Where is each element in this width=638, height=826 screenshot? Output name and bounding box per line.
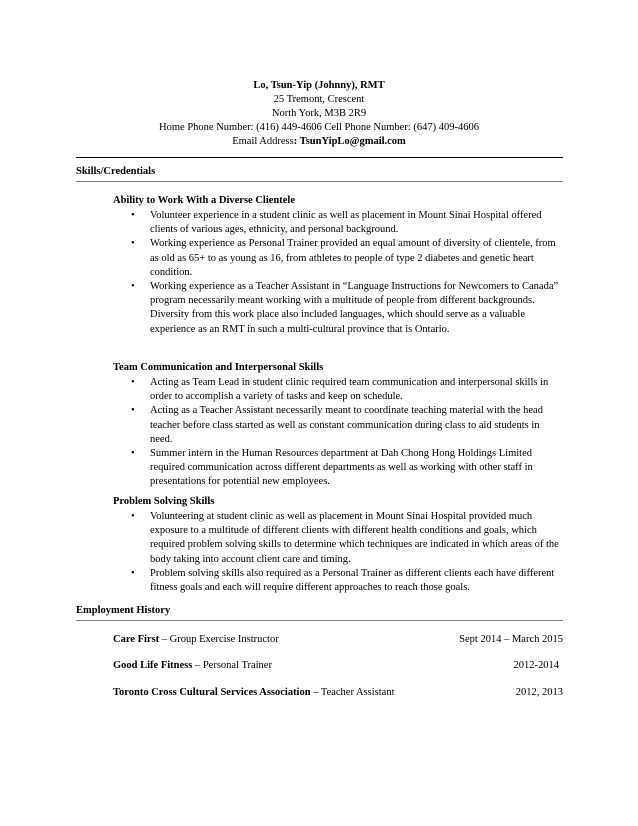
skill-list-communication: [113, 376, 563, 490]
skill-group-title-communication: Team Communication and Interpersonal Skills: [113, 362, 324, 373]
applicant-name: Lo, Tsun-Yip (Johnny), RMT: [253, 80, 385, 91]
email-address[interactable]: : TsunYipLo@gmail.com: [293, 136, 406, 147]
contact-header: [0, 79, 638, 149]
bullet-icon: •: [131, 238, 135, 250]
list-item: [113, 280, 563, 337]
job-employer: Care First: [113, 634, 160, 645]
list-item: [113, 209, 563, 237]
email-line: [0, 135, 638, 149]
address-line-2: North York, M3B 2R9: [271, 108, 367, 119]
list-item-text: Summer intern in the Human Resources department at Dah Chong Hong Holdings Limited required communication across different departments as well as working with other staff in presentations for potential new employees.: [150, 448, 533, 488]
job-dates: 2012, 2013: [515, 687, 563, 698]
address-line-1: 25 Tremont, Crescent: [273, 94, 365, 105]
skills-heading: Skills/Credentials: [76, 166, 156, 177]
list-item-text: Working experience as a Teacher Assistant in “Language Instructions for Newcomers to Canada” program necessarily meant working with a multitude of people from different backgrounds. Diversity from this work place also included languages, which should serve as a valuable experience as an RMT in such a multi-cultural province that is Ontario.: [150, 281, 559, 335]
job-dates: Sept 2014 – March 2015: [459, 634, 563, 645]
list-item: [113, 510, 563, 567]
skills-heading-underline: [76, 181, 563, 182]
job-entry-good-life-fitness: [113, 660, 563, 671]
employment-heading-underline: [76, 620, 563, 621]
list-item: [113, 237, 563, 280]
skill-list-diversity: [113, 209, 563, 337]
list-item: [113, 567, 563, 595]
list-item-text: Working experience as Personal Trainer provided an equal amount of diversity of clientele, from as old as 65+ to as young as 16, from athletes to people of type 2 diabetes and genetic heart condition.: [150, 238, 556, 278]
bullet-icon: •: [131, 281, 135, 293]
bullet-icon: •: [131, 210, 135, 221]
email-label: Email Address: [232, 136, 294, 147]
job-role: – Teacher Assistant: [310, 687, 395, 698]
bullet-icon: •: [131, 511, 135, 522]
job-entry-care-first: [113, 634, 563, 645]
bullet-icon: •: [131, 405, 135, 417]
list-item-text: Problem solving skills also required as a Personal Trainer as different clients each have different fitness goals and each will require different approaches to reach those goals.: [150, 567, 555, 594]
list-item: [113, 447, 563, 490]
list-item-text: Acting as Team Lead in student clinic required team communication and interpersonal skills in order to accomplish a variety of tasks and keep on schedule.: [150, 377, 549, 403]
job-entry-tccsa: [113, 687, 563, 698]
bullet-icon: •: [131, 377, 135, 388]
skill-group-title-diversity: Ability to Work With a Diverse Clientele: [113, 195, 295, 206]
list-item: [113, 404, 563, 447]
job-role: – Group Exercise Instructor: [159, 634, 279, 645]
bullet-icon: •: [131, 448, 135, 460]
job-dates: 2012-2014: [513, 660, 559, 671]
employment-heading: Employment History: [76, 605, 171, 616]
skill-group-title-problem-solving: Problem Solving Skills: [113, 496, 215, 507]
bullet-icon: •: [131, 567, 135, 579]
list-item-text: Volunteering at student clinic as well as placement in Mount Sinai Hospital provided much exposure to a multitude of different clients with different health conditions and goals, which required problem solving skills to determine which techniques are indicated in which areas of the body taking into account client care and timing.: [150, 511, 559, 565]
job-employer: Good Life Fitness: [113, 660, 193, 671]
job-role: – Personal Trainer: [192, 660, 272, 671]
skill-list-problem-solving: [113, 510, 563, 595]
header-divider: [76, 157, 563, 158]
list-item: [113, 376, 563, 404]
job-employer: Toronto Cross Cultural Services Association: [113, 687, 311, 698]
list-item-text: Volunteer experience in a student clinic as well as placement in Mount Sinai Hospital offered clients of various ages, ethnicity, and personal background.: [150, 210, 542, 236]
list-item-text: Acting as a Teacher Assistant necessarily meant to coordinate teaching material with the head teacher before class started as well as constant communication during class to aid students in need.: [150, 405, 543, 445]
phone-numbers: Home Phone Number: (416) 449-4606 Cell Phone Number: (647) 409-4606: [159, 122, 479, 133]
